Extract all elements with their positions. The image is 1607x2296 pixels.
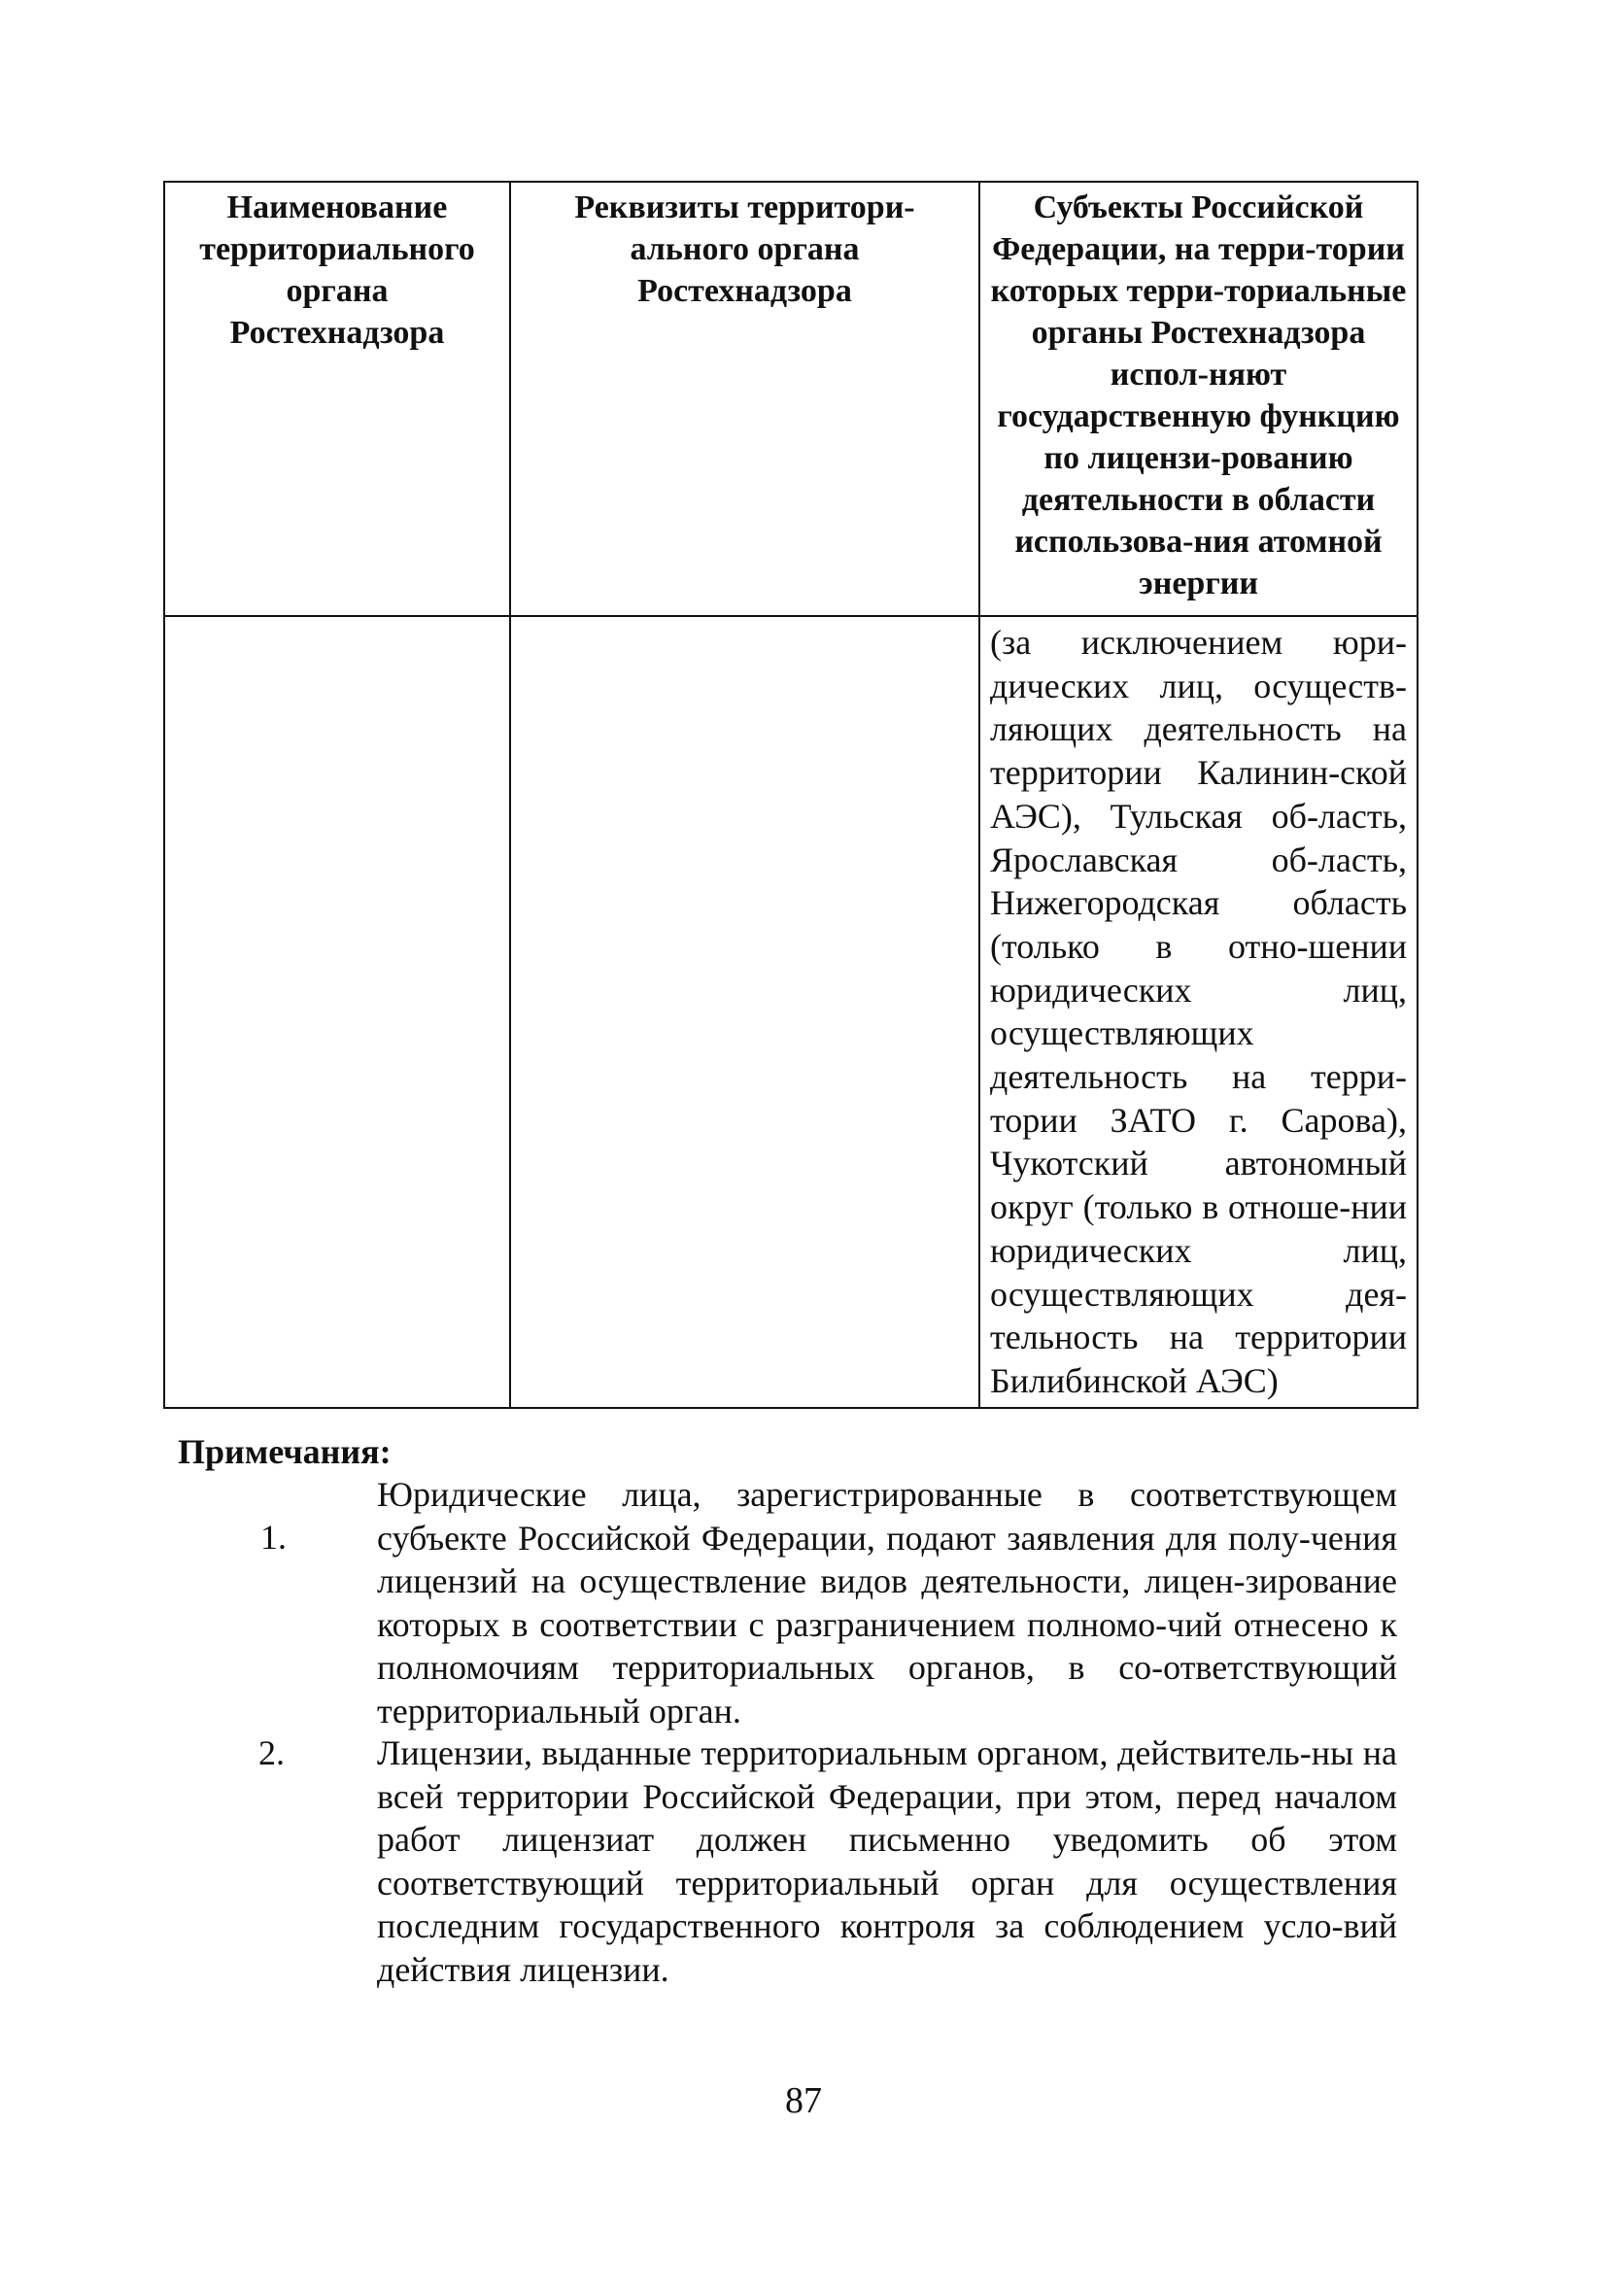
table-header-row — [164, 182, 1418, 616]
cell-body-name — [164, 616, 510, 1408]
cell-body-details — [510, 616, 979, 1408]
header-federal-subjects: Субъекты Российской Федерации, на терри-тории которых терри-ториальные органы Ростехнадзора испол-няют государственную функцию по лицензи-рованию деятельности в области использова-ния атомной энергии — [979, 182, 1418, 616]
page-number: 87 — [785, 2080, 822, 2121]
header-body-details: Реквизиты территори-ального органа Ростехнадзора — [510, 182, 979, 616]
note-text: Лицензии, выданные территориальным органом, действитель-ны на всей территории Российской Федерации, при этом, перед началом работ лицензиат должен письменно уведомить об этом соответствующий территориальный орган для осуществления последним государственного контроля за соблюдением усло-вий действия лицензии. — [377, 1733, 1397, 1989]
territorial-bodies-table — [163, 181, 1419, 1409]
note-number: 2. — [258, 1733, 285, 1772]
cell-federal-subjects: (за исключением юри-дических лиц, осуществ-ляющих деятельность на территории Калинин-ской АЭС), Тульская об-ласть, Ярославская об-ласть, Нижегородская область (только в отно-шении юридических лиц, осуществляющих деятельность на терри-тории ЗАТО г. Сарова), Чукотский автономный округ (только в отноше-нии юридических лиц, осуществляющих дея-тельность на территории Билибинской АЭС) — [979, 616, 1418, 1408]
note-number: 1. — [260, 1518, 287, 1557]
header-body-name: Наименование территориального органа Ростехнадзора — [164, 182, 510, 616]
notes-title: Примечания: — [178, 1432, 392, 1471]
note-text: Юридические лица, зарегистрированные в соответствующем субъекте Российской Федерации, подают заявления для полу-чения лицензий на осуществление видов деятельности, лицен-зирование которых в соответствии с разграничением полномо-чий отнесено к полномочиям территориальных органов, в со-ответствующий территориальный орган. — [377, 1475, 1397, 1731]
table-row — [164, 616, 1418, 1408]
